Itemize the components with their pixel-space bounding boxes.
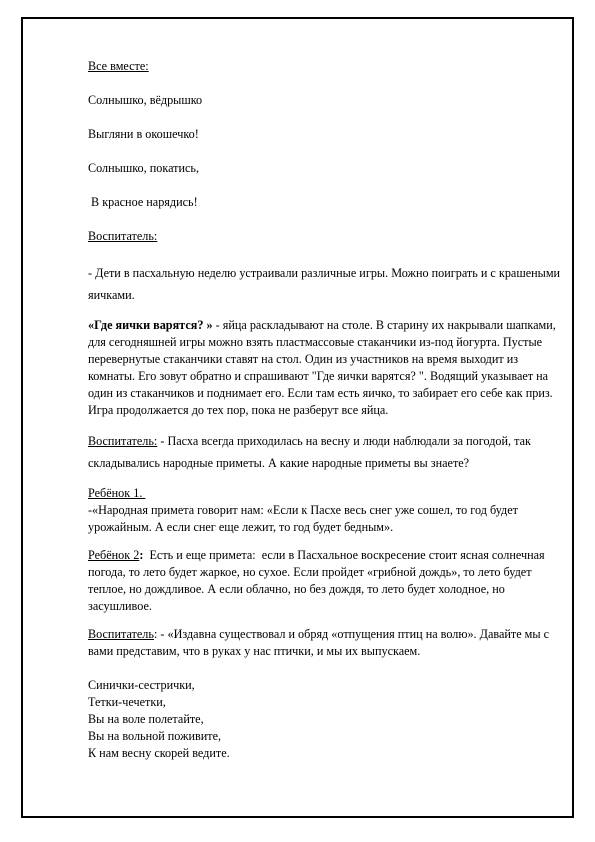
- chant-line-2: Выгляни в окошечко!: [88, 127, 199, 141]
- child2-paragraph: [88, 547, 562, 615]
- teacher-birds-paragraph: [88, 626, 562, 660]
- chant-line-4: В красное нарядись!: [88, 195, 198, 209]
- game-title: «Где яички варятся? »: [88, 318, 213, 332]
- poem-line-1: Синички-сестрички,: [88, 678, 195, 692]
- game-paragraph: [88, 317, 562, 419]
- teacher-omens-text: - Пасха всегда приходилась на весну и люди наблюдали за погодой, так складывались народные приметы. А какие народные приметы вы знаете?: [88, 434, 531, 470]
- child1-text: -«Народная примета говорит нам: «Если к Пасхе весь снег уже сошел, то год будет урожайным. А если снег еще лежит, то год будет бедным».: [88, 503, 518, 534]
- teacher-birds-text: : - «Издавна существовал и обряд «отпущения птиц на волю». Давайте мы с вами представим, что в руках у нас птички, и мы их выпускаем.: [88, 627, 550, 658]
- all-together-heading: Все вместе:: [88, 59, 149, 73]
- document-body: [88, 58, 562, 762]
- teacher-games-paragraph: - Дети в пасхальную неделю устраивали различные игры. Можно поиграть и с крашеными яичками.: [88, 266, 561, 302]
- poem-line-4: Вы на вольной поживите,: [88, 729, 222, 743]
- chant-line-1: Солнышко, вёдрышко: [88, 93, 203, 107]
- child2-label: Ребёнок 2: [88, 548, 140, 562]
- poem-line-5: К нам весну скорей ведите.: [88, 746, 230, 760]
- teacher-omens-paragraph: [88, 430, 562, 474]
- child2-text: Есть и еще примета: если в Пасхальное воскресение стоит ясная солнечная погода, то лето будет жаркое, но сухое. Если пройдет «грибной дождь», то лето будет теплое, но дождливое. А если облачно, но без дождя, то лето будет холодное, но засушливое.: [88, 548, 548, 613]
- poem-line-3: Вы на воле полетайте,: [88, 712, 204, 726]
- teacher-label-2: Воспитатель: [88, 627, 154, 641]
- teacher-heading: Воспитатель:: [88, 229, 158, 243]
- child2-colon: :: [139, 548, 144, 562]
- game-text: - яйца раскладывают на столе. В старину их накрывали шапками, для сегодняшней игры можно взять пластмассовые стаканчики из-под йогурта. Пустые перевернутые стаканчики ставят на стол. Один из участников на время выходит из комнаты. Его зовут обратно и спрашивают "Где яички варятся? ". Водящий указывает на один из стаканчиков и поднимает его. Если там есть яичко, то забирает его себе как приз. Игра продолжается до тех пор, пока не разберут все яйца.: [88, 318, 556, 417]
- child1-label: Ребёнок 1.: [88, 486, 146, 500]
- teacher-label: Воспитатель:: [88, 434, 158, 448]
- poem-line-2: Тетки-чечетки,: [88, 695, 166, 709]
- chant-line-3: Солнышко, покатись,: [88, 161, 200, 175]
